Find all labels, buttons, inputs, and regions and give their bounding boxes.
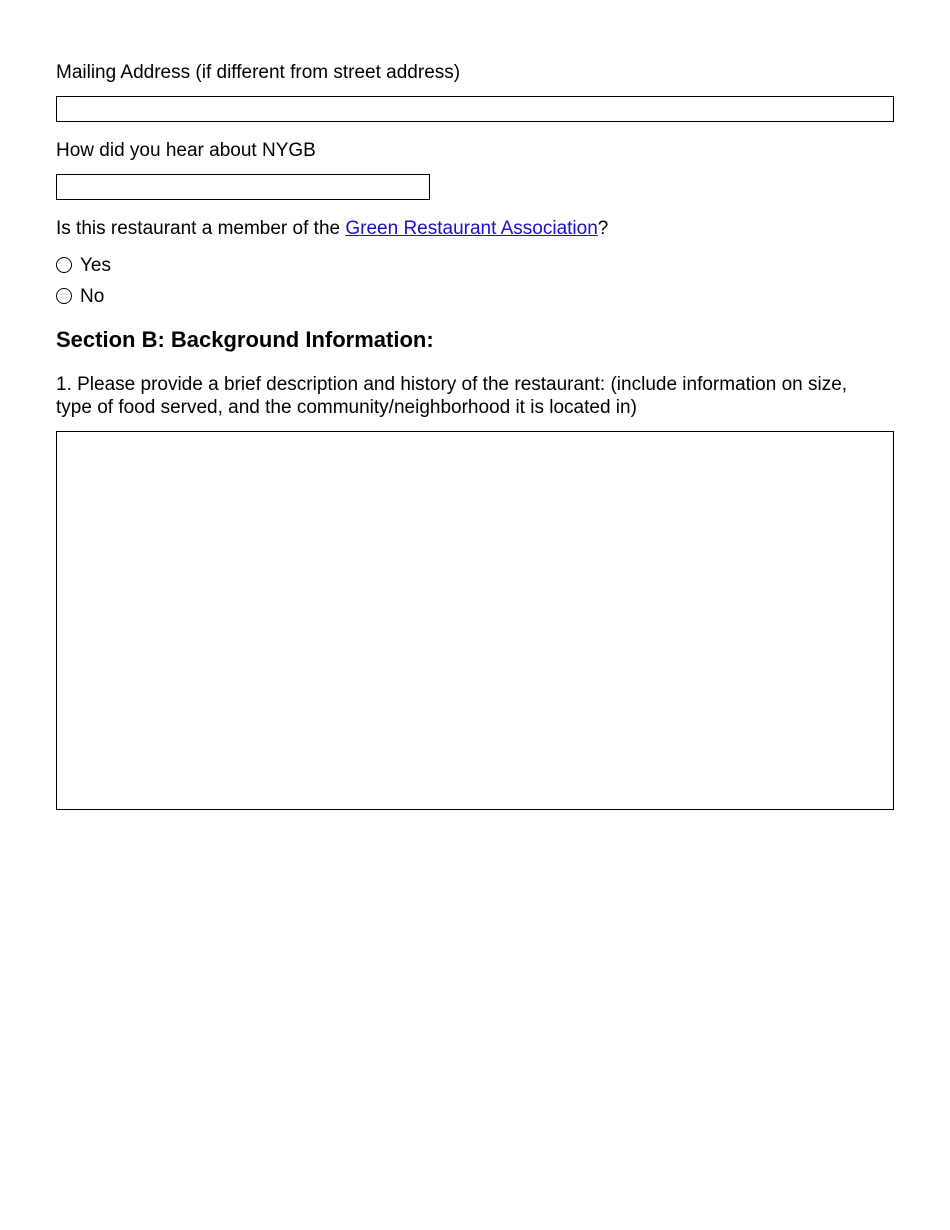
radio-unchecked-icon[interactable]	[56, 288, 72, 304]
membership-question-prefix: Is this restaurant a member of the	[56, 218, 346, 239]
hear-about-input[interactable]	[56, 174, 430, 200]
restaurant-description-textarea[interactable]	[56, 431, 894, 810]
green-restaurant-association-link[interactable]: Green Restaurant Association	[345, 218, 598, 239]
hear-about-label: How did you hear about NYGB	[56, 140, 316, 161]
background-question-1: 1. Please provide a brief description and history of the restaurant: (include information on size, type of food served, and the community/neighborhood it is located in)	[56, 374, 848, 418]
membership-question	[56, 217, 608, 240]
radio-unchecked-icon[interactable]	[56, 257, 72, 273]
membership-option-yes[interactable]	[56, 253, 111, 277]
mailing-address-input[interactable]	[56, 96, 894, 122]
membership-option-yes-label: Yes	[80, 254, 111, 276]
membership-option-no-label: No	[80, 285, 105, 307]
section-b-title: Section B: Background Information:	[56, 327, 434, 352]
mailing-address-label: Mailing Address (if different from street address)	[56, 62, 461, 83]
membership-question-suffix: ?	[597, 218, 609, 239]
membership-option-no[interactable]	[56, 284, 104, 308]
